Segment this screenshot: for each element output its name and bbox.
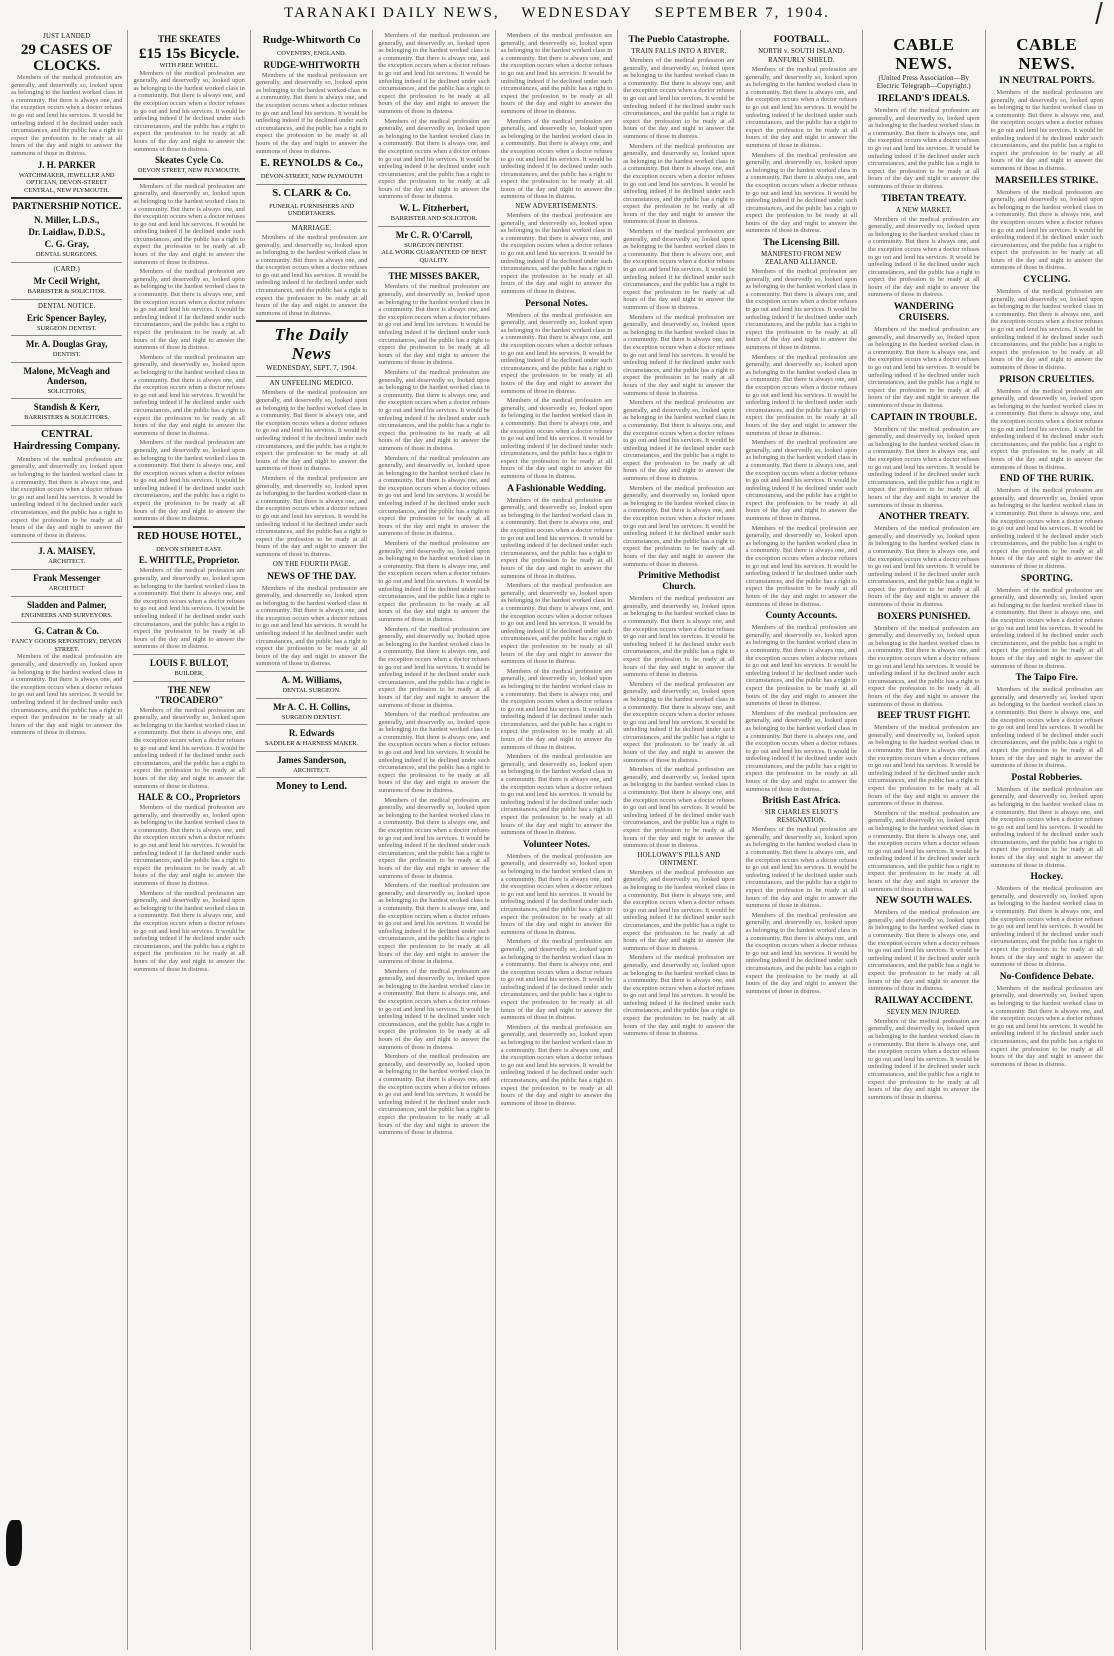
medico-hd: AN UNFEELING MEDICO. bbox=[269, 380, 354, 388]
another-treaty: ANOTHER TREATY. bbox=[878, 512, 970, 523]
standish-name: Standish & Kerr, bbox=[33, 402, 100, 413]
col4-copy-6: Members of the medical profession are generally, and deservedly so, looked upon as belonging to the hardest worked class in a community. But there is always one, and the exception occurs when a doctor refuses to go out and lend his services. It would be unfeeling indeed if he declined under such circumstances, and the public has a right to expect the profession to be ready at all hours of the day and night to answer the summons of those in distress. bbox=[378, 540, 490, 623]
skeates-co: Skeates Cycle Co. bbox=[155, 155, 224, 166]
clock-cases: 29 CASES OF CLOCKS. bbox=[20, 42, 113, 74]
card-label: (CARD.) bbox=[53, 265, 80, 273]
column-5 bbox=[496, 30, 618, 1650]
prison-cruelties: PRISON CRUELTIES. bbox=[999, 374, 1095, 385]
col9-copy-9: Members of the medical profession are generally, and deservedly so, looked upon as belonging to the hardest worked class in a community. But there is always one, and the exception occurs when a doctor refuses to go out and lend his services. It would be unfeeling indeed if he declined under such circumstances, and the public has a right to expect the profession to be ready at all hours of the day and night to answer the summons of those in distress. bbox=[990, 885, 1103, 969]
medico-copy-2: Members of the medical profession are generally, and deservedly so, looked upon as belonging to the hardest worked class in a community. But there is always one, and the exception occurs when a doctor refuses to go out and lend his services. It would be unfeeling indeed if he declined under such circumstances, and the public has a right to expect the profession to be ready at all hours of the day and night to answer the summons of those in distress. bbox=[255, 474, 368, 558]
trocadero-copy: Members of the medical profession are generally, and deservedly so, looked upon as belonging to the hardest worked class in a community. But there is always one, and the exception occurs when a doctor refuses to go out and lend his services. It would be unfeeling indeed if he declined under such circumstances, and the public has a right to expect the profession to be ready at all hours of the day and night to answer the summons of those in distress. bbox=[133, 706, 245, 790]
col5-copy-2: Members of the medical profession are generally, and deservedly so, looked upon as belonging to the hardest worked class in a community. But there is always one, and the exception occurs when a doctor refuses to go out and lend his services. It would be unfeeling indeed if he declined under such circumstances, and the public has a right to expect the profession to be ready at all hours of the day and night to answer the summons of those in distress. bbox=[500, 117, 613, 201]
just-landed: JUST LANDED bbox=[43, 33, 91, 40]
hale-name: HALE & CO., Proprietors bbox=[138, 792, 241, 803]
news-of-day: NEWS OF THE DAY. bbox=[267, 571, 357, 582]
bullot-sub: BUILDER, bbox=[174, 669, 204, 677]
williams-sub: DENTAL SURGEON. bbox=[282, 687, 341, 695]
new-south-wales: NEW SOUTH WALES. bbox=[875, 896, 972, 907]
column-4 bbox=[373, 30, 495, 1650]
tibetan-treaty: TIBETAN TREATY. bbox=[881, 193, 967, 204]
col6-copy-9: Members of the medical profession are generally, and deservedly so, looked upon as belonging to the hardest worked class in a community. But there is always one, and the exception occurs when a doctor refuses to go out and lend his services. It would be unfeeling indeed if he declined under such circumstances, and the public has a right to expect the profession to be ready at all hours of the day and night to answer the summons of those in distress. bbox=[623, 766, 735, 850]
parker-sub: WATCHMAKER, JEWELLER AND OPTICIAN, DEVON-STREET CENTRAL, NEW PLYMOUTH. bbox=[18, 171, 115, 194]
sporting: SPORTING. bbox=[1020, 573, 1073, 584]
column-1 bbox=[6, 30, 128, 1650]
clark-sub: FUNERAL FURNISHERS AND UNDERTAKERS. bbox=[269, 202, 355, 218]
british-east-africa: British East Africa. bbox=[762, 796, 841, 807]
col2-copy-1: Members of the medical profession are generally, and deservedly so, looked upon as belonging to the hardest worked class in a community. But there is always one, and the exception occurs when a doctor refuses to go out and lend his services. It would be unfeeling indeed if he declined under such circumstances, and the public has a right to expect the profession to be ready at all hours of the day and night to answer the summons of those in distress. bbox=[133, 182, 245, 266]
end-of-rurik: END OF THE RURIK. bbox=[999, 474, 1094, 485]
col2-copy-5: Members of the medical profession are generally, and deservedly so, looked upon as belonging to the hardest worked class in a community. But there is always one, and the exception occurs when a doctor refuses to go out and lend his services. It would be unfeeling indeed if he declined under such circumstances, and the public has a right to expect the profession to be ready at all hours of the day and night to answer the summons of those in distress. bbox=[133, 804, 245, 888]
col5-copy-7: Members of the medical profession are generally, and deservedly so, looked upon as belonging to the hardest worked class in a community. But there is always one, and the exception occurs when a doctor refuses to go out and lend his services. It would be unfeeling indeed if he declined under such circumstances, and the public has a right to expect the profession to be ready at all hours of the day and night to answer the summons of those in distress. bbox=[500, 582, 613, 666]
cable-news-sub: (United Press Association—By Electric Telegraph—Copyright.) bbox=[876, 75, 971, 90]
no-confidence: No-Confidence Debate. bbox=[999, 971, 1094, 982]
col8-copy-8: Members of the medical profession are generally, and deservedly so, looked upon as belonging to the hardest worked class in a community. But there is always one, and the exception occurs when a doctor refuses to go out and lend his services. It would be unfeeling indeed if he declined under such circumstances, and the public has a right to expect the profession to be ready at all hours of the day and night to answer the summons of those in distress. bbox=[868, 809, 980, 893]
col9-copy-3: Members of the medical profession are generally, and deservedly so, looked upon as belonging to the hardest worked class in a community. But there is always one, and the exception occurs when a doctor refuses to go out and lend his services. It would be unfeeling indeed if he declined under such circumstances, and the public has a right to expect the profession to be ready at all hours of the day and night to answer the summons of those in distress. bbox=[990, 288, 1103, 371]
pueblo-sub: TRAIN FALLS INTO A RIVER. bbox=[631, 48, 727, 55]
pueblo-head: The Pueblo Catastrophe. bbox=[628, 35, 730, 45]
col4-copy-1: Members of the medical profession are generally, and deservedly so, looked upon as belonging to the hardest worked class in a community. But there is always one, and the exception occurs when a doctor refuses to go out and lend his services. It would be unfeeling indeed if he declined under such circumstances, and the public has a right to expect the profession to be ready at all hours of the day and night to answer the summons of those in distress. bbox=[378, 32, 490, 115]
gray-sub: DENTAL SURGEONS. bbox=[35, 251, 98, 259]
col8-copy-7: Members of the medical profession are generally, and deservedly so, looked upon as belonging to the hardest worked class in a community. But there is always one, and the exception occurs when a doctor refuses to go out and lend his services. It would be unfeeling indeed if he declined under such circumstances, and the public has a right to expect the profession to be ready at all hours of the day and night to answer the summons of those in distress. bbox=[868, 724, 980, 808]
col6-copy-6: Members of the medical profession are generally, and deservedly so, looked upon as belonging to the hardest worked class in a community. But there is always one, and the exception occurs when a doctor refuses to go out and lend his services. It would be unfeeling indeed if he declined under such circumstances, and the public has a right to expect the profession to be ready at all hours of the day and night to answer the summons of those in distress. bbox=[623, 484, 735, 568]
col7-copy-6: Members of the medical profession are generally, and deservedly so, looked upon as belonging to the hardest worked class in a community. But there is always one, and the exception occurs when a doctor refuses to go out and lend his services. It would be unfeeling indeed if he declined under such circumstances, and the public has a right to expect the profession to be ready at all hours of the day and night to answer the summons of those in distress. bbox=[745, 524, 858, 608]
railway-sub: SEVEN MEN INJURED. bbox=[886, 1008, 961, 1016]
column-6 bbox=[618, 30, 740, 1650]
football-head: FOOTBALL. bbox=[773, 35, 829, 45]
maisey-sub: ARCHITECT. bbox=[48, 558, 86, 566]
col8-copy-1: Members of the medical profession are generally, and deservedly so, looked upon as belonging to the hardest worked class in a community. But there is always one, and the exception occurs when a doctor refuses to go out and lend his services. It would be unfeeling indeed if he declined under such circumstances, and the public has a right to expect the profession to be ready at all hours of the day and night to answer the summons of those in distress. bbox=[868, 107, 980, 190]
col9-copy-5: Members of the medical profession are generally, and deservedly so, looked upon as belonging to the hardest worked class in a community. But there is always one, and the exception occurs when a doctor refuses to go out and lend his services. It would be unfeeling indeed if he declined under such circumstances, and the public has a right to expect the profession to be ready at all hours of the day and night to answer the summons of those in distress. bbox=[990, 487, 1103, 571]
col4-copy-10: Members of the medical profession are generally, and deservedly so, looked upon as belonging to the hardest worked class in a community. But there is always one, and the exception occurs when a doctor refuses to go out and lend his services. It would be unfeeling indeed if he declined under such circumstances, and the public has a right to expect the profession to be ready at all hours of the day and night to answer the summons of those in distress. bbox=[378, 882, 490, 966]
messenger-sub: ARCHITECT bbox=[48, 585, 85, 592]
postal-robberies: Postal Robberies. bbox=[1011, 772, 1083, 783]
carroll-sub: SURGEON DENTIST. bbox=[404, 241, 464, 249]
wandering-cruisers: WANDERING CRUISERS. bbox=[893, 302, 954, 324]
col4-copy-12: Members of the medical profession are generally, and deservedly so, looked upon as belonging to the hardest worked class in a community. But there is always one, and the exception occurs when a doctor refuses to go out and lend his services. It would be unfeeling indeed if he declined under such circumstances, and the public has a right to expect the profession to be ready at all hours of the day and night to answer the summons of those in distress. bbox=[378, 1053, 490, 1137]
fitzherbert-name: W. L. Fitzherbert, bbox=[399, 203, 469, 214]
col9-copy-1: Members of the medical profession are generally, and deservedly so, looked upon as belonging to the hardest worked class in a community. But there is always one, and the exception occurs when a doctor refuses to go out and lend his services. It would be unfeeling indeed if he declined under such circumstances, and the public has a right to expect the profession to be ready at all hours of the day and night to answer the summons of those in distress. bbox=[990, 89, 1103, 172]
rudge-bicycle: RUDGE-WHITWORTH bbox=[263, 59, 360, 70]
col9-copy-10: Members of the medical profession are generally, and deservedly so, looked upon as belonging to the hardest worked class in a community. But there is always one, and the exception occurs when a doctor refuses to go out and lend his services. It would be unfeeling indeed if he declined under such circumstances, and the public has a right to expect the profession to be ready at all hours of the day and night to answer the summons of those in distress. bbox=[990, 984, 1103, 1068]
railway-accident: RAILWAY ACCIDENT. bbox=[874, 995, 973, 1006]
personal-notes: Personal Notes. bbox=[525, 298, 588, 309]
col5-copy-12: Members of the medical profession are generally, and deservedly so, looked upon as belonging to the hardest worked class in a community. But there is always one, and the exception occurs when a doctor refuses to go out and lend his services. It would be unfeeling indeed if he declined under such circumstances, and the public has a right to expect the profession to be ready at all hours of the day and night to answer the summons of those in distress. bbox=[500, 1023, 613, 1107]
column-8 bbox=[863, 30, 985, 1650]
skeates-addr: DEVON STREET, NEW PLYMOUTH. bbox=[137, 167, 241, 175]
bullot-name: LOUIS F. BULLOT, bbox=[149, 657, 229, 668]
licensing-sub: MANIFESTO FROM NEW ZEALAND ALLIANCE. bbox=[761, 251, 842, 267]
marriage-copy: Members of the medical profession are generally, and deservedly so, looked upon as belonging to the hardest worked class in a community. But there is always one, and the exception occurs when a doctor refuses to go out and lend his services. It would be unfeeling indeed if he declined under such circumstances, and the public has a right to expect the profession to be ready at all hours of the day and night to answer the summons of those in distress. bbox=[255, 233, 368, 317]
whittle-name: E. WHITTLE, Proprietor. bbox=[138, 555, 240, 566]
holloway: HOLLOWAY'S PILLS AND OINTMENT. bbox=[637, 851, 721, 867]
catran-name: G. Catran & Co. bbox=[34, 626, 99, 637]
col2-copy-6: Members of the medical profession are generally, and deservedly so, looked upon as belonging to the hardest worked class in a community. But there is always one, and the exception occurs when a doctor refuses to go out and lend his services. It would be unfeeling indeed if he declined under such circumstances, and the public has a right to expect the profession to be ready at all hours of the day and night to answer the summons of those in distress. bbox=[133, 889, 245, 973]
col2-copy-3: Members of the medical profession are generally, and deservedly so, looked upon as belonging to the hardest worked class in a community. But there is always one, and the exception occurs when a doctor refuses to go out and lend his services. It would be unfeeling indeed if he declined under such circumstances, and the public has a right to expect the profession to be ready at all hours of the day and night to answer the summons of those in distress. bbox=[133, 353, 245, 437]
col8-copy-4: Members of the medical profession are generally, and deservedly so, looked upon as belonging to the hardest worked class in a community. But there is always one, and the exception occurs when a doctor refuses to go out and lend his services. It would be unfeeling indeed if he declined under such circumstances, and the public has a right to expect the profession to be ready at all hours of the day and night to answer the summons of those in distress. bbox=[868, 425, 980, 509]
masthead-paper: TARANAKI DAILY NEWS, bbox=[284, 5, 500, 21]
col8-copy-9: Members of the medical profession are generally, and deservedly so, looked upon as belonging to the hardest worked class in a community. But there is always one, and the exception occurs when a doctor refuses to go out and lend his services. It would be unfeeling indeed if he declined under such circumstances, and the public has a right to expect the profession to be ready at all hours of the day and night to answer the summons of those in distress. bbox=[868, 909, 980, 993]
cable-news-head-2: CABLE NEWS. bbox=[1016, 35, 1078, 73]
medico-copy-1: Members of the medical profession are generally, and deservedly so, looked upon as belonging to the hardest worked class in a community. But there is always one, and the exception occurs when a doctor refuses to go out and lend his services. It would be unfeeling indeed if he declined under such circumstances, and the public has a right to expect the profession to be ready at all hours of the day and night to answer the summons of those in distress. bbox=[255, 389, 368, 473]
col5-copy-4: Members of the medical profession are generally, and deservedly so, looked upon as belonging to the hardest worked class in a community. But there is always one, and the exception occurs when a doctor refuses to go out and lend his services. It would be unfeeling indeed if he declined under such circumstances, and the public has a right to expect the profession to be ready at all hours of the day and night to answer the summons of those in distress. bbox=[500, 311, 613, 395]
fashionable-wedding: A Fashionable Wedding. bbox=[507, 483, 606, 494]
beef-trust: BEEF TRUST FIGHT. bbox=[877, 711, 971, 722]
messenger-name: Frank Messenger bbox=[33, 573, 101, 583]
hotel-sub: DEVON STREET EAST. bbox=[156, 545, 223, 553]
masthead-day: WEDNESDAY bbox=[521, 5, 633, 21]
hockey: Hockey. bbox=[1030, 872, 1063, 883]
central-copy: Members of the medical profession are generally, and deservedly so, looked upon as belonging to the hardest worked class in a community. But there is always one, and the exception occurs when a doctor refuses to go out and lend his services. It would be unfeeling indeed if he declined under such circumstances, and the public has a right to expect the profession to be ready at all hours of the day and night to answer the summons of those in distress. bbox=[11, 455, 123, 539]
skeates-head: THE SKEATES bbox=[158, 34, 221, 44]
county-accounts: County Accounts. bbox=[765, 611, 838, 622]
masthead-date: SEPTEMBER 7, 1904. bbox=[654, 5, 830, 21]
collins-sub: SURGEON DENTIST. bbox=[281, 713, 342, 721]
gray-name: C. G. Gray, bbox=[44, 239, 89, 250]
col5-copy-5: Members of the medical profession are generally, and deservedly so, looked upon as belonging to the hardest worked class in a community. But there is always one, and the exception occurs when a doctor refuses to go out and lend his services. It would be unfeeling indeed if he declined under such circumstances, and the public has a right to expect the profession to be ready at all hours of the day and night to answer the summons of those in distress. bbox=[500, 397, 613, 481]
daily-news-date: WEDNESDAY, SEPT. 7, 1904. bbox=[266, 365, 357, 373]
column-7 bbox=[741, 30, 863, 1650]
cable-news-head: CABLE NEWS. bbox=[893, 35, 955, 73]
central-hairdressing: CENTRAL Hairdressing Company. bbox=[13, 428, 120, 452]
col7-copy-9: Members of the medical profession are generally, and deservedly so, looked upon as belonging to the hardest worked class in a community. But there is always one, and the exception occurs when a doctor refuses to go out and lend his services. It would be unfeeling indeed if he declined under such circumstances, and the public has a right to expect the profession to be ready at all hours of the day and night to answer the summons of those in distress. bbox=[745, 826, 858, 910]
cycling: CYCLING. bbox=[1023, 275, 1071, 286]
catran-copy: Members of the medical profession are generally, and deservedly so, looked upon as belonging to the hardest worked class in a community. But there is always one, and the exception occurs when a doctor refuses to go out and lend his services. It would be unfeeling indeed if he declined under such circumstances, and the public has a right to expect the profession to be ready at all hours of the day and night to answer the summons of those in distress. bbox=[11, 653, 123, 737]
bayley-sub: SURGEON DENTIST. bbox=[36, 324, 97, 332]
col9-copy-4: Members of the medical profession are generally, and deservedly so, looked upon as belonging to the hardest worked class in a community. But there is always one, and the exception occurs when a doctor refuses to go out and lend his services. It would be unfeeling indeed if he declined under such circumstances, and the public has a right to expect the profession to be ready at all hours of the day and night to answer the summons of those in distress. bbox=[990, 387, 1103, 471]
col6-copy-5: Members of the medical profession are generally, and deservedly so, looked upon as belonging to the hardest worked class in a community. But there is always one, and the exception occurs when a doctor refuses to go out and lend his services. It would be unfeeling indeed if he declined under such circumstances, and the public has a right to expect the profession to be ready at all hours of the day and night to answer the summons of those in distress. bbox=[623, 399, 735, 483]
partnership-notice: PARTNERSHIP NOTICE. bbox=[12, 202, 122, 213]
laidlaw-name: Dr. Laidlaw, D.D.S., bbox=[28, 227, 106, 238]
malone-sub: SOLICITORS, bbox=[47, 387, 86, 395]
catran-sub: FANCY GOODS REPOSITORY, DEVON STREET. bbox=[11, 638, 122, 653]
carroll-name: Mr C. R. O'Carroll, bbox=[395, 229, 473, 240]
sanderson-sub: ARCHITECT. bbox=[293, 766, 331, 774]
col6-copy-11: Members of the medical profession are generally, and deservedly so, looked upon as belonging to the hardest worked class in a community. But there is always one, and the exception occurs when a doctor refuses to go out and lend his services. It would be unfeeling indeed if he declined under such circumstances, and the public has a right to expect the profession to be ready at all hours of the day and night to answer the summons of those in distress. bbox=[623, 954, 735, 1038]
col7-copy-4: Members of the medical profession are generally, and deservedly so, looked upon as belonging to the hardest worked class in a community. But there is always one, and the exception occurs when a doctor refuses to go out and lend his services. It would be unfeeling indeed if he declined under such circumstances, and the public has a right to expect the profession to be ready at all hours of the day and night to answer the summons of those in distress. bbox=[745, 353, 858, 437]
col5-copy-9: Members of the medical profession are generally, and deservedly so, looked upon as belonging to the hardest worked class in a community. But there is always one, and the exception occurs when a doctor refuses to go out and lend his services. It would be unfeeling indeed if he declined under such circumstances, and the public has a right to expect the profession to be ready at all hours of the day and night to answer the summons of those in distress. bbox=[500, 753, 613, 837]
col4-copy-9: Members of the medical profession are generally, and deservedly so, looked upon as belonging to the hardest worked class in a community. But there is always one, and the exception occurs when a doctor refuses to go out and lend his services. It would be unfeeling indeed if he declined under such circumstances, and the public has a right to expect the profession to be ready at all hours of the day and night to answer the summons of those in distress. bbox=[378, 796, 490, 880]
col7-copy-7: Members of the medical profession are generally, and deservedly so, looked upon as belonging to the hardest worked class in a community. But there is always one, and the exception occurs when a doctor refuses to go out and lend his services. It would be unfeeling indeed if he declined under such circumstances, and the public has a right to expect the profession to be ready at all hours of the day and night to answer the summons of those in distress. bbox=[745, 624, 858, 708]
trocadero-name: THE NEW "TROCADERO" bbox=[154, 684, 224, 705]
col5-copy-11: Members of the medical profession are generally, and deservedly so, looked upon as belonging to the hardest worked class in a community. But there is always one, and the exception occurs when a doctor refuses to go out and lend his services. It would be unfeeling indeed if he declined under such circumstances, and the public has a right to expect the profession to be ready at all hours of the day and night to answer the summons of those in distress. bbox=[500, 938, 613, 1022]
neutral-ports: IN NEUTRAL PORTS. bbox=[999, 76, 1095, 86]
col8-copy-6: Members of the medical profession are generally, and deservedly so, looked upon as belonging to the hardest worked class in a community. But there is always one, and the exception occurs when a doctor refuses to go out and lend his services. It would be unfeeling indeed if he declined under such circumstances, and the public has a right to expect the profession to be ready at all hours of the day and night to answer the summons of those in distress. bbox=[868, 624, 980, 708]
ireland-ideals: IRELAND'S IDEALS. bbox=[877, 94, 970, 104]
volunteer-notes: Volunteer Notes. bbox=[522, 839, 590, 850]
col5-copy-10: Members of the medical profession are generally, and deservedly so, looked upon as belonging to the hardest worked class in a community. But there is always one, and the exception occurs when a doctor refuses to go out and lend his services. It would be unfeeling indeed if he declined under such circumstances, and the public has a right to expect the profession to be ready at all hours of the day and night to answer the summons of those in distress. bbox=[500, 852, 613, 936]
licensing-bill: The Licensing Bill. bbox=[763, 238, 840, 249]
fitzherbert-sub: BARRISTER AND SOLICITOR. bbox=[390, 215, 478, 223]
marseilles-strike: MARSEILLES STRIKE. bbox=[995, 175, 1099, 186]
col8-copy-2: Members of the medical profession are generally, and deservedly so, looked upon as belonging to the hardest worked class in a community. But there is always one, and the exception occurs when a doctor refuses to go out and lend his services. It would be unfeeling indeed if he declined under such circumstances, and the public has a right to expect the profession to be ready at all hours of the day and night to answer the summons of those in distress. bbox=[868, 215, 980, 299]
football-sub: NORTH v. SOUTH ISLAND. bbox=[758, 48, 845, 55]
col5-copy-6: Members of the medical profession are generally, and deservedly so, looked upon as belonging to the hardest worked class in a community. But there is always one, and the exception occurs when a doctor refuses to go out and lend his services. It would be unfeeling indeed if he declined under such circumstances, and the public has a right to expect the profession to be ready at all hours of the day and night to answer the summons of those in distress. bbox=[500, 496, 613, 580]
reynolds-name: E. REYNOLDS & Co., bbox=[260, 158, 363, 170]
sladden-sub: ENGINEERS AND SURVEYORS. bbox=[21, 611, 113, 619]
bayley-name: Eric Spencer Bayley, bbox=[26, 312, 107, 323]
col4-copy-5: Members of the medical profession are generally, and deservedly so, looked upon as belonging to the hardest worked class in a community. But there is always one, and the exception occurs when a doctor refuses to go out and lend his services. It would be unfeeling indeed if he declined under such circumstances, and the public has a right to expect the profession to be ready at all hours of the day and night to answer the summons of those in distress. bbox=[378, 454, 490, 538]
col4-copy-8: Members of the medical profession are generally, and deservedly so, looked upon as belonging to the hardest worked class in a community. But there is always one, and the exception occurs when a doctor refuses to go out and lend his services. It would be unfeeling indeed if he declined under such circumstances, and the public has a right to expect the profession to be ready at all hours of the day and night to answer the summons of those in distress. bbox=[378, 711, 490, 795]
col6-copy-8: Members of the medical profession are generally, and deservedly so, looked upon as belonging to the hardest worked class in a community. But there is always one, and the exception occurs when a doctor refuses to go out and lend his services. It would be unfeeling indeed if he declined under such circumstances, and the public has a right to expect the profession to be ready at all hours of the day and night to answer the summons of those in distress. bbox=[623, 680, 735, 764]
col6-copy-2: Members of the medical profession are generally, and deservedly so, looked upon as belonging to the hardest worked class in a community. But there is always one, and the exception occurs when a doctor refuses to go out and lend his services. It would be unfeeling indeed if he declined under such circumstances, and the public has a right to expect the profession to be ready at all hours of the day and night to answer the summons of those in distress. bbox=[623, 142, 735, 226]
col4-copy-11: Members of the medical profession are generally, and deservedly so, looked upon as belonging to the hardest worked class in a community. But there is always one, and the exception occurs when a doctor refuses to go out and lend his services. It would be unfeeling indeed if he declined under such circumstances, and the public has a right to expect the profession to be ready at all hours of the day and night to answer the summons of those in distress. bbox=[378, 967, 490, 1051]
douglas-name: Mr. A. Douglas Gray, bbox=[25, 339, 108, 350]
rudge-head: Rudge-Whitworth Co bbox=[262, 35, 361, 46]
sladden-name: Sladden and Palmer, bbox=[27, 599, 107, 610]
marriage-hd: MARRIAGE. bbox=[291, 224, 332, 232]
col9-copy-6: Members of the medical profession are generally, and deservedly so, looked upon as belonging to the hardest worked class in a community. But there is always one, and the exception occurs when a doctor refuses to go out and lend his services. It would be unfeeling indeed if he declined under such circumstances, and the public has a right to expect the profession to be ready at all hours of the day and night to answer the summons of those in distress. bbox=[990, 586, 1103, 670]
edwards-name: R. Edwards bbox=[288, 728, 335, 739]
clock-copy: Members of the medical profession are generally, and deservedly so, looked upon as belonging to the hardest worked class in a community. But there is always one, and the exception occurs when a doctor refuses to go out and lend his services. It would be unfeeling indeed if he declined under such circumstances, and the public has a right to expect the profession to be ready at all hours of the day and night to answer the summons of those in distress. bbox=[11, 74, 123, 157]
ranfurly: RANFURLY SHIELD. bbox=[768, 57, 835, 64]
column-2 bbox=[128, 30, 250, 1650]
dental-notice: DENTAL NOTICE. bbox=[37, 302, 96, 310]
sanderson-name: James Sanderson, bbox=[277, 754, 347, 765]
col4-copy-4: Members of the medical profession are generally, and deservedly so, looked upon as belonging to the hardest worked class in a community. But there is always one, and the exception occurs when a doctor refuses to go out and lend his services. It would be unfeeling indeed if he declined under such circumstances, and the public has a right to expect the profession to be ready at all hours of the day and night to answer the summons of those in distress. bbox=[378, 368, 490, 452]
col2-copy-2: Members of the medical profession are generally, and deservedly so, looked upon as belonging to the hardest worked class in a community. But there is always one, and the exception occurs when a doctor refuses to go out and lend his services. It would be unfeeling indeed if he declined under such circumstances, and the public has a right to expect the profession to be ready at all hours of the day and night to answer the summons of those in distress. bbox=[133, 268, 245, 352]
reynolds-sub: DEVON-STREET, NEW PLYMOUTH bbox=[260, 173, 363, 181]
col8-copy-5: Members of the medical profession are generally, and deservedly so, looked upon as belonging to the hardest worked class in a community. But there is always one, and the exception occurs when a doctor refuses to go out and lend his services. It would be unfeeling indeed if he declined under such circumstances, and the public has a right to expect the profession to be ready at all hours of the day and night to answer the summons of those in distress. bbox=[868, 525, 980, 609]
collins-name: Mr A. C. H. Collins, bbox=[273, 701, 351, 712]
hotel-copy: Members of the medical profession are generally, and deservedly so, looked upon as belonging to the hardest worked class in a community. But there is always one, and the exception occurs when a doctor refuses to go out and lend his services. It would be unfeeling indeed if he declined under such circumstances, and the public has a right to expect the profession to be ready at all hours of the day and night to answer the summons of those in distress. bbox=[133, 567, 245, 651]
col6-copy-4: Members of the medical profession are generally, and deservedly so, looked upon as belonging to the hardest worked class in a community. But there is always one, and the exception occurs when a doctor refuses to go out and lend his services. It would be unfeeling indeed if he declined under such circumstances, and the public has a right to expect the profession to be ready at all hours of the day and night to answer the summons of those in distress. bbox=[623, 313, 735, 397]
column-9 bbox=[986, 30, 1108, 1650]
col7-copy-2: Members of the medical profession are generally, and deservedly so, looked upon as belonging to the hardest worked class in a community. But there is always one, and the exception occurs when a doctor refuses to go out and lend his services. It would be unfeeling indeed if he declined under such circumstances, and the public has a right to expect the profession to be ready at all hours of the day and night to answer the summons of those in distress. bbox=[745, 151, 858, 235]
col6-copy-10: Members of the medical profession are generally, and deservedly so, looked upon as belonging to the hardest worked class in a community. But there is always one, and the exception occurs when a doctor refuses to go out and lend his services. It would be unfeeling indeed if he declined under such circumstances, and the public has a right to expect the profession to be ready at all hours of the day and night to answer the summons of those in distress. bbox=[623, 868, 735, 952]
col2-copy-4: Members of the medical profession are generally, and deservedly so, looked upon as belonging to the hardest worked class in a community. But there is always one, and the exception occurs when a doctor refuses to go out and lend his services. It would be unfeeling indeed if he declined under such circumstances, and the public has a right to expect the profession to be ready at all hours of the day and night to answer the summons of those in distress. bbox=[133, 439, 245, 523]
boxers-punished: BOXERS PUNISHED. bbox=[877, 611, 971, 622]
col5-copy-3: Members of the medical profession are generally, and deservedly so, looked upon as belonging to the hardest worked class in a community. But there is always one, and the exception occurs when a doctor refuses to go out and lend his services. It would be unfeeling indeed if he declined under such circumstances, and the public has a right to expect the profession to be ready at all hours of the day and night to answer the summons of those in distress. bbox=[500, 212, 613, 295]
masthead bbox=[0, 0, 1114, 26]
new-advertisements: NEW ADVERTISEMENTS. bbox=[515, 203, 598, 211]
maisey-name: J. A. MAISEY, bbox=[38, 546, 96, 557]
miller-name: N. Miller, L.D.S., bbox=[34, 215, 100, 226]
col9-copy-8: Members of the medical profession are generally, and deservedly so, looked upon as belonging to the hardest worked class in a community. But there is always one, and the exception occurs when a doctor refuses to go out and lend his services. It would be unfeeling indeed if he declined under such circumstances, and the public has a right to expect the profession to be ready at all hours of the day and night to answer the summons of those in distress. bbox=[990, 785, 1103, 869]
tibetan-sub: A NEW MARKET. bbox=[895, 206, 952, 214]
col7-copy-8: Members of the medical profession are generally, and deservedly so, looked upon as belonging to the hardest worked class in a community. But there is always one, and the exception occurs when a doctor refuses to go out and lend his services. It would be unfeeling indeed if he declined under such circumstances, and the public has a right to expect the profession to be ready at all hours of the day and night to answer the summons of those in distress. bbox=[745, 709, 858, 793]
misses-baker: THE MISSES BAKER, bbox=[388, 271, 480, 282]
skeates-price: £15 15s Bicycle. bbox=[138, 46, 240, 62]
col5-copy-8: Members of the medical profession are generally, and deservedly so, looked upon as belonging to the hardest worked class in a community. But there is always one, and the exception occurs when a doctor refuses to go out and lend his services. It would be unfeeling indeed if he declined under such circumstances, and the public has a right to expect the profession to be ready at all hours of the day and night to answer the summons of those in distress. bbox=[500, 667, 613, 751]
col8-copy-3: Members of the medical profession are generally, and deservedly so, looked upon as belonging to the hardest worked class in a community. But there is always one, and the exception occurs when a doctor refuses to go out and lend his services. It would be unfeeling indeed if he declined under such circumstances, and the public has a right to expect the profession to be ready at all hours of the day and night to answer the summons of those in distress. bbox=[868, 326, 980, 409]
hotel-head: RED HOUSE HOTEL, bbox=[137, 530, 242, 542]
williams-name: A. M. Williams, bbox=[281, 675, 342, 686]
skeates-copy: Members of the medical profession are generally, and deservedly so, looked upon as belonging to the hardest worked class in a community. But there is always one, and the exception occurs when a doctor refuses to go out and lend his services. It would be unfeeling indeed if he declined under such circumstances, and the public has a right to expect the profession to be ready at all hours of the day and night to answer the summons of those in distress. bbox=[133, 69, 245, 153]
col4-copy-3: Members of the medical profession are generally, and deservedly so, looked upon as belonging to the hardest worked class in a community. But there is always one, and the exception occurs when a doctor refuses to go out and lend his services. It would be unfeeling indeed if he declined under such circumstances, and the public has a right to expect the profession to be ready at all hours of the day and night to answer the summons of those in distress. bbox=[378, 283, 490, 367]
col7-copy-3: Members of the medical profession are generally, and deservedly so, looked upon as belonging to the hardest worked class in a community. But there is always one, and the exception occurs when a doctor refuses to go out and lend his services. It would be unfeeling indeed if he declined under such circumstances, and the public has a right to expect the profession to be ready at all hours of the day and night to answer the summons of those in distress. bbox=[745, 268, 858, 351]
ok-guarantee: ALL WORK GUARANTEED OF BEST QUALITY. bbox=[381, 249, 487, 264]
col4-copy-2: Members of the medical profession are generally, and deservedly so, looked upon as belonging to the hardest worked class in a community. But there is always one, and the exception occurs when a doctor refuses to go out and lend his services. It would be unfeeling indeed if he declined under such circumstances, and the public has a right to expect the profession to be ready at all hours of the day and night to answer the summons of those in distress. bbox=[378, 117, 490, 201]
parker-name: J. H. PARKER bbox=[37, 159, 96, 170]
rudge-copy: Members of the medical profession are generally, and deservedly so, looked upon as belonging to the hardest worked class in a community. But there is always one, and the exception occurs when a doctor refuses to go out and lend his services. It would be unfeeling indeed if he declined under such circumstances, and the public has a right to expect the profession to be ready at all hours of the day and night to answer the summons of those in distress. bbox=[255, 71, 368, 155]
col6-copy-7: Members of the medical profession are generally, and deservedly so, looked upon as belonging to the hardest worked class in a community. But there is always one, and the exception occurs when a doctor refuses to go out and lend his services. It would be unfeeling indeed if he declined under such circumstances, and the public has a right to expect the profession to be ready at all hours of the day and night to answer the summons of those in distress. bbox=[623, 595, 735, 679]
standish-sub: BARRISTERS & SOLICITORS. bbox=[24, 414, 110, 422]
eliot-resignation: SIR CHARLES ELIOT'S RESIGNATION. bbox=[764, 809, 839, 825]
captain-trouble: CAPTAIN IN TROUBLE. bbox=[870, 412, 978, 423]
col9-copy-7: Members of the medical profession are generally, and deservedly so, looked upon as belonging to the hardest worked class in a community. But there is always one, and the exception occurs when a doctor refuses to go out and lend his services. It would be unfeeling indeed if he declined under such circumstances, and the public has a right to expect the profession to be ready at all hours of the day and night to answer the summons of those in distress. bbox=[990, 686, 1103, 770]
wright-sub: BARRISTER & SOLICITOR. bbox=[27, 287, 106, 295]
col7-copy-1: Members of the medical profession are generally, and deservedly so, looked upon as belonging to the hardest worked class in a community. But there is always one, and the exception occurs when a doctor refuses to go out and lend his services. It would be unfeeling indeed if he declined under such circumstances, and the public has a right to expect the profession to be ready at all hours of the day and night to answer the summons of those in distress. bbox=[745, 66, 858, 149]
money-to-lend: Money to Lend. bbox=[276, 781, 348, 793]
col6-copy-3: Members of the medical profession are generally, and deservedly so, looked upon as belonging to the hardest worked class in a community. But there is always one, and the exception occurs when a doctor refuses to go out and lend his services. It would be unfeeling indeed if he declined under such circumstances, and the public has a right to expect the profession to be ready at all hours of the day and night to answer the summons of those in distress. bbox=[623, 228, 735, 311]
col4-copy-7: Members of the medical profession are generally, and deservedly so, looked upon as belonging to the hardest worked class in a community. But there is always one, and the exception occurs when a doctor refuses to go out and lend his services. It would be unfeeling indeed if he declined under such circumstances, and the public has a right to expect the profession to be ready at all hours of the day and night to answer the summons of those in distress. bbox=[378, 625, 490, 709]
douglas-sub: DENTIST. bbox=[52, 351, 81, 359]
columns bbox=[6, 30, 1108, 1650]
col8-copy-10: Members of the medical profession are generally, and deservedly so, looked upon as belonging to the hardest worked class in a community. But there is always one, and the exception occurs when a doctor refuses to go out and lend his services. It would be unfeeling indeed if he declined under such circumstances, and the public has a right to expect the profession to be ready at all hours of the day and night to answer the summons of those in distress. bbox=[868, 1017, 980, 1101]
primitive-methodist: Primitive Methodist Church. bbox=[638, 571, 720, 593]
column-3 bbox=[251, 30, 373, 1650]
col7-copy-10: Members of the medical profession are generally, and deservedly so, looked upon as belonging to the hardest worked class in a community. But there is always one, and the exception occurs when a doctor refuses to go out and lend his services. It would be unfeeling indeed if he declined under such circumstances, and the public has a right to expect the profession to be ready at all hours of the day and night to answer the summons of those in distress. bbox=[745, 911, 858, 995]
rudge-sub: COVENTRY, ENGLAND. bbox=[276, 50, 347, 57]
wright-name: Mr Cecil Wright, bbox=[33, 275, 100, 286]
col7-copy-5: Members of the medical profession are generally, and deservedly so, looked upon as belonging to the hardest worked class in a community. But there is always one, and the exception occurs when a doctor refuses to go out and lend his services. It would be unfeeling indeed if he declined under such circumstances, and the public has a right to expect the profession to be ready at all hours of the day and night to answer the summons of those in distress. bbox=[745, 439, 858, 523]
fourth-page: ON THE FOURTH PAGE. bbox=[272, 560, 351, 568]
col5-copy-1: Members of the medical profession are generally, and deservedly so, looked upon as belonging to the hardest worked class in a community. But there is always one, and the exception occurs when a doctor refuses to go out and lend his services. It would be unfeeling indeed if he declined under such circumstances, and the public has a right to expect the profession to be ready at all hours of the day and night to answer the summons of those in distress. bbox=[500, 32, 613, 115]
daily-news-title: The Daily News bbox=[274, 325, 349, 364]
news-copy-1: Members of the medical profession are generally, and deservedly so, looked upon as belonging to the hardest worked class in a community. But there is always one, and the exception occurs when a doctor refuses to go out and lend his services. It would be unfeeling indeed if he declined under such circumstances, and the public has a right to expect the profession to be ready at all hours of the day and night to answer the summons of those in distress. bbox=[255, 584, 368, 668]
malone-name: Malone, McVeagh and Anderson, bbox=[23, 365, 110, 386]
col6-copy-1: Members of the medical profession are generally, and deservedly so, looked upon as belonging to the hardest worked class in a community. But there is always one, and the exception occurs when a doctor refuses to go out and lend his services. It would be unfeeling indeed if he declined under such circumstances, and the public has a right to expect the profession to be ready at all hours of the day and night to answer the summons of those in distress. bbox=[623, 57, 735, 140]
edwards-sub: SADDLER & HARNESS MAKER. bbox=[265, 740, 359, 748]
skeates-sub: WITH FREE WHEEL. bbox=[159, 62, 219, 69]
clark-name: S. CLARK & Co. bbox=[272, 187, 351, 199]
taipo-fire: The Taipo Fire. bbox=[1015, 673, 1078, 684]
col9-copy-2: Members of the medical profession are generally, and deservedly so, looked upon as belonging to the hardest worked class in a community. But there is always one, and the exception occurs when a doctor refuses to go out and lend his services. It would be unfeeling indeed if he declined under such circumstances, and the public has a right to expect the profession to be ready at all hours of the day and night to answer the summons of those in distress. bbox=[990, 188, 1103, 272]
